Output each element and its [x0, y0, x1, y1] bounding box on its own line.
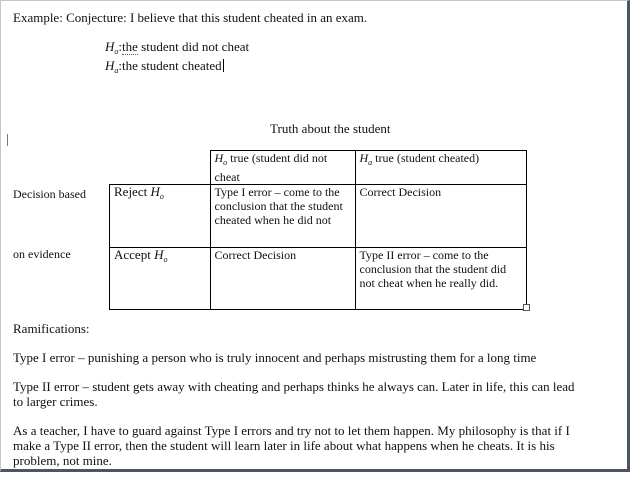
para-type-two-line-1: Type II error – student gets away with cheating and perhaps thinks he always can. Later in life, this can lead — [13, 379, 575, 394]
table-caption: Truth about the student — [270, 121, 391, 136]
header-null-true[interactable]: $H_o$ true (student did not cheat — [210, 151, 355, 185]
hypothesis-symbol: H — [105, 39, 115, 54]
para-teacher-line-3: problem, not mine. — [13, 453, 112, 468]
alt-hypothesis: $H_a:the$ student cheated — [105, 58, 222, 75]
decision-table[interactable] — [109, 150, 527, 310]
para-type-two-line-2: to larger crimes. — [13, 394, 98, 409]
para-teacher-line-1: As a teacher, I have to guard against Type I errors and try not to let them happen. My philosophy is that if I — [13, 423, 570, 438]
null-hypothesis: $H_o:the$ student did not cheat — [105, 39, 250, 56]
ramifications-title: Ramifications: — [13, 321, 90, 336]
spellcheck-word: the — [122, 39, 138, 54]
table-corner — [110, 151, 211, 185]
correct-decision-cell-1[interactable]: Correct Decision — [355, 185, 526, 248]
header-alt-true[interactable]: $H_a$ true (student cheated) — [355, 151, 526, 185]
table-resize-handle[interactable] — [523, 304, 530, 311]
row-label-top: Decision based — [13, 187, 86, 201]
row-label-bottom: on evidence — [13, 247, 71, 261]
type-one-error-cell[interactable]: Type I error – come to the conclusion that the student cheated when he did not — [210, 185, 355, 248]
correct-decision-cell-2[interactable]: Correct Decision — [210, 248, 355, 310]
accept-cell[interactable]: Accept $H_o$ — [110, 248, 211, 310]
type-two-error-cell[interactable]: Type II error – come to the conclusion that the student did not cheat when he really did. — [355, 248, 526, 310]
margin-marker — [1, 134, 8, 146]
example-line: Example: Conjecture: I believe that this student cheated in an exam. — [13, 10, 368, 25]
reject-cell[interactable]: Reject $H_o$ — [110, 185, 211, 248]
para-teacher-line-2: make a Type II error, then the student will learn later in life about what happens when he cheats. It is his — [13, 438, 555, 453]
para-type-one: Type I error – punishing a person who is truly innocent and perhaps mistrusting them for a long time — [13, 350, 537, 365]
text-cursor — [223, 59, 224, 72]
